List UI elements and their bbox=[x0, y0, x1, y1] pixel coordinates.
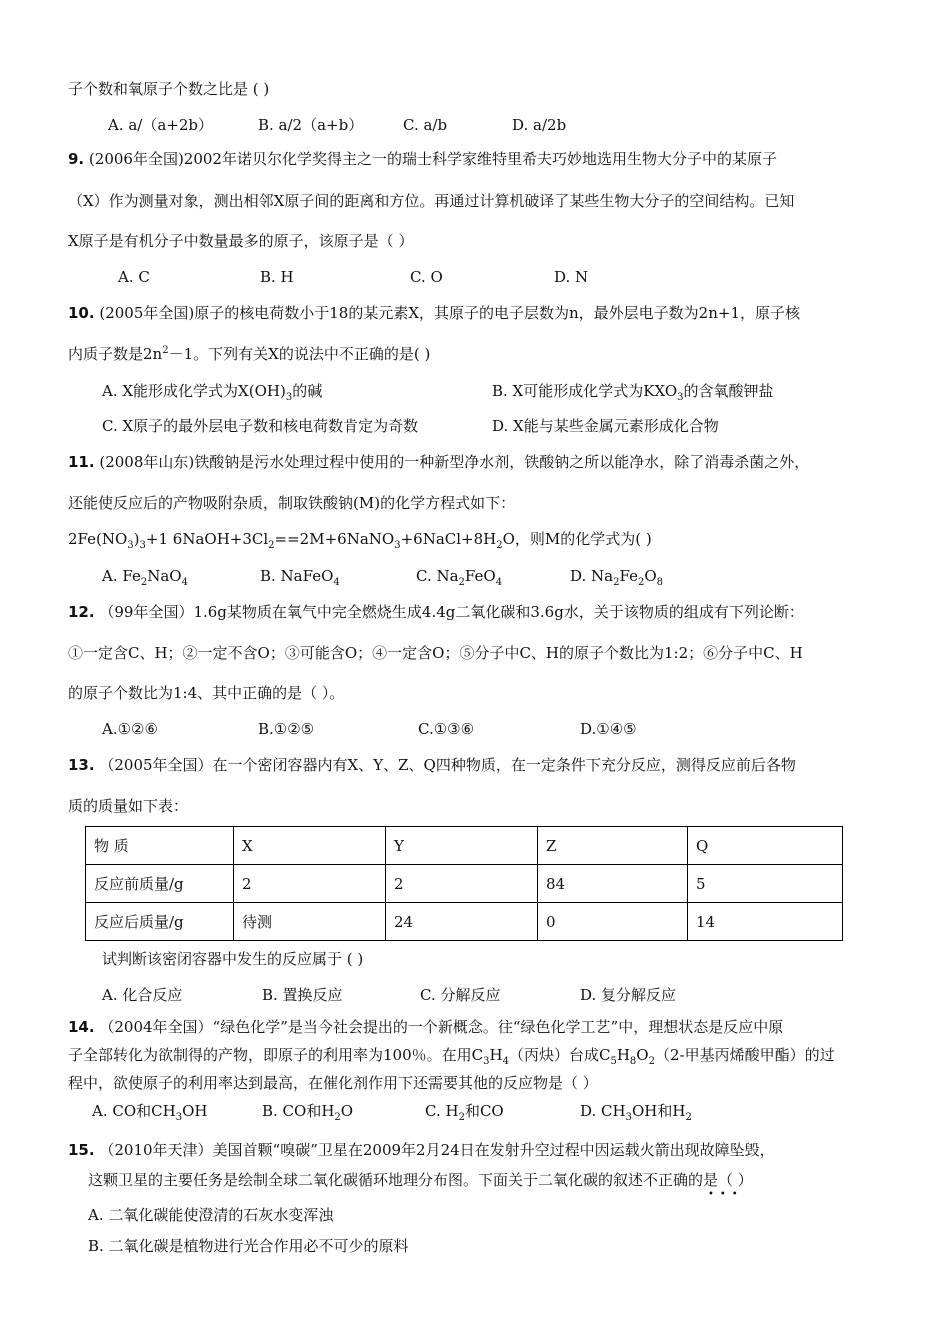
q10-option-d[interactable]: D. X能与某些金属元素形成化合物 bbox=[492, 417, 719, 435]
q8-option-b[interactable]: B. a/2（a+b） bbox=[258, 116, 364, 134]
q9-option-b[interactable]: B. H bbox=[260, 268, 294, 286]
q11-option-a[interactable]: A. $Fe_2NaO_4$ bbox=[102, 567, 188, 588]
q13-number: 13. bbox=[68, 756, 95, 774]
q9-line-1 bbox=[68, 150, 777, 168]
table-row bbox=[86, 903, 843, 941]
table-header-cell: 物 质 bbox=[86, 827, 234, 865]
table-row bbox=[86, 827, 843, 865]
table-row bbox=[86, 865, 843, 903]
q8-option-a[interactable]: A. a/（a+2b） bbox=[108, 116, 214, 134]
q11-option-c[interactable]: C. $Na_2FeO_4$ bbox=[416, 567, 503, 588]
q11-option-b[interactable]: B. NaFeO$_4$ bbox=[260, 567, 340, 588]
q9-text-1: (2006年全国)2002年诺贝尔化学奖得主之一的瑞士科学家维特里希夫巧妙地选用生物大分子中的某原子 bbox=[88, 150, 777, 168]
q10-option-b[interactable]: B. X可能形成化学式为$KXO_3$的含氧酸钾盐 bbox=[492, 382, 774, 403]
q11-text-1: (2008年山东)铁酸钠是污水处理过程中使用的一种新型净水剂，铁酸钠之所以能净水，除了消毒杀菌之外， bbox=[99, 453, 810, 471]
table-header-cell: Y bbox=[386, 827, 538, 865]
q13-text-1: （2005年全国）在一个密闭容器内有X、Y、Z、Q四种物质，在一定条件下充分反应，测得反应前后各物 bbox=[99, 756, 796, 774]
q8-option-c[interactable]: C. a/b bbox=[403, 116, 448, 134]
q11-option-d[interactable]: D. $Na_2Fe_2O_8$ bbox=[570, 567, 664, 588]
q8-stem-tail: 子个数和氧原子个数之比是 ( ) bbox=[68, 80, 270, 98]
table-cell: 2 bbox=[386, 865, 538, 903]
table-cell: 5 bbox=[688, 865, 843, 903]
q12-option-b[interactable]: B.①②⑤ bbox=[258, 720, 315, 738]
q15-option-b[interactable]: B. 二氧化碳是植物进行光合作用必不可少的原料 bbox=[88, 1237, 409, 1255]
q12-line-1 bbox=[68, 603, 804, 621]
q14-line-3: 程中，欲使原子的利用率达到最高，在催化剂作用下还需要其他的反应物是（ ） bbox=[68, 1074, 598, 1092]
q10-option-a[interactable]: A. X能形成化学式为$X(OH)_3$的碱 bbox=[102, 382, 323, 403]
q15-line-2: 这颗卫星的主要任务是绘制全球二氧化碳循环地理分布图。下面关于二氧化碳的叙述不正确的是（ ） bbox=[88, 1171, 753, 1189]
q14-option-a[interactable]: A. CO和$CH_3OH$ bbox=[92, 1102, 208, 1123]
q9-line-3: X原子是有机分子中数量最多的原子，该原子是（ ） bbox=[68, 232, 414, 250]
q15-line-1 bbox=[68, 1141, 775, 1159]
q13-line-2: 质的质量如下表： bbox=[68, 797, 189, 815]
q13-option-a[interactable]: A. 化合反应 bbox=[102, 986, 183, 1004]
q10-line-1 bbox=[68, 304, 800, 322]
q9-number: 9. bbox=[68, 150, 85, 168]
q11-line-1 bbox=[68, 453, 809, 471]
q11-equation: $2Fe(NO_3)_3+1$ $6NaOH+3Cl_2==2M+6NaNO_3+6NaCl+8H_2O$，则M的化学式为( ) bbox=[68, 530, 652, 551]
q11-number: 11. bbox=[68, 453, 95, 471]
table-cell: 0 bbox=[538, 903, 688, 941]
table-cell: 14 bbox=[688, 903, 843, 941]
q13-line-1 bbox=[68, 756, 796, 774]
q11-line-2: 还能使反应后的产物吸附杂质，制取铁酸钠(M)的化学方程式如下： bbox=[68, 494, 516, 512]
q15-option-a[interactable]: A. 二氧化碳能使澄清的石灰水变浑浊 bbox=[88, 1206, 334, 1224]
q10-line-2: 内质子数是$2n^2-1$。下列有关X的说法中不正确的是( ) bbox=[68, 345, 431, 363]
q13-option-b[interactable]: B. 置换反应 bbox=[262, 986, 343, 1004]
q9-option-a[interactable]: A. C bbox=[118, 268, 150, 286]
q15-number: 15. bbox=[68, 1141, 95, 1159]
q12-number: 12. bbox=[68, 603, 95, 621]
q13-mass-table bbox=[85, 826, 843, 941]
q13-option-c[interactable]: C. 分解反应 bbox=[420, 986, 501, 1004]
q9-line-2: （X）作为测量对象，测出相邻X原子间的距离和方位。再通过计算机破译了某些生物大分子的空间结构。已知 bbox=[68, 192, 795, 210]
q14-option-b[interactable]: B. CO和$H_2O$ bbox=[262, 1102, 354, 1123]
q12-line-2: ①一定含C、H；②一定不含O；③可能含O；④一定含O；⑤分子中C、H的原子个数比为1:2；⑥分子中C、H bbox=[68, 644, 803, 662]
table-cell: 84 bbox=[538, 865, 688, 903]
table-cell: 2 bbox=[234, 865, 386, 903]
q15-text-1: （2010年天津）美国首颗“嗅碳”卫星在2009年2月24日在发射升空过程中因运载火箭出现故障坠毁， bbox=[99, 1141, 775, 1159]
table-header-cell: X bbox=[234, 827, 386, 865]
q14-number: 14. bbox=[68, 1018, 95, 1036]
table-header-cell: Q bbox=[688, 827, 843, 865]
q12-text-1: （99年全国）1.6g某物质在氧气中完全燃烧生成4.4g二氧化碳和3.6g水，关于该物质的组成有下列论断： bbox=[99, 603, 804, 621]
q14-option-d[interactable]: D. $CH_3OH$和$H_2$ bbox=[580, 1102, 692, 1123]
table-cell: 反应后质量/g bbox=[86, 903, 234, 941]
q12-option-d[interactable]: D.①④⑤ bbox=[580, 720, 637, 738]
q14-line-1 bbox=[68, 1018, 783, 1036]
q13-option-d[interactable]: D. 复分解反应 bbox=[580, 986, 677, 1004]
q14-option-c[interactable]: C. $H_2$和CO bbox=[425, 1102, 504, 1123]
table-cell: 待测 bbox=[234, 903, 386, 941]
q13-prompt: 试判断该密闭容器中发生的反应属于 ( ) bbox=[102, 950, 364, 968]
table-cell: 24 bbox=[386, 903, 538, 941]
q10-text-1: (2005年全国)原子的核电荷数小于18的某元素X，其原子的电子层数为n，最外层电子数为2n+1，原子核 bbox=[99, 304, 800, 322]
q14-line-2: 子全部转化为欲制得的产物，即原子的利用率为100％。在用$C_3H_4$（丙炔）台成$C_5H_8O_2(2-$甲基丙烯酸甲酯）的过 bbox=[68, 1046, 835, 1067]
q9-option-c[interactable]: C. O bbox=[410, 268, 443, 286]
emphasis-dots: ••• bbox=[708, 1189, 744, 1200]
q12-option-c[interactable]: C.①③⑥ bbox=[418, 720, 475, 738]
q14-text-1: （2004年全国）“绿色化学”是当今社会提出的一个新概念。往“绿色化学工艺”中，理想状态是反应中原 bbox=[99, 1018, 784, 1036]
q10-number: 10. bbox=[68, 304, 95, 322]
table-cell: 反应前质量/g bbox=[86, 865, 234, 903]
q12-line-3: 的原子个数比为1:4、其中正确的是（ ）。 bbox=[68, 684, 345, 702]
q8-option-d[interactable]: D. a/2b bbox=[512, 116, 567, 134]
q9-option-d[interactable]: D. N bbox=[554, 268, 589, 286]
table-header-cell: Z bbox=[538, 827, 688, 865]
q12-option-a[interactable]: A.①②⑥ bbox=[102, 720, 158, 738]
q10-option-c[interactable]: C. X原子的最外层电子数和核电荷数肯定为奇数 bbox=[102, 417, 419, 435]
